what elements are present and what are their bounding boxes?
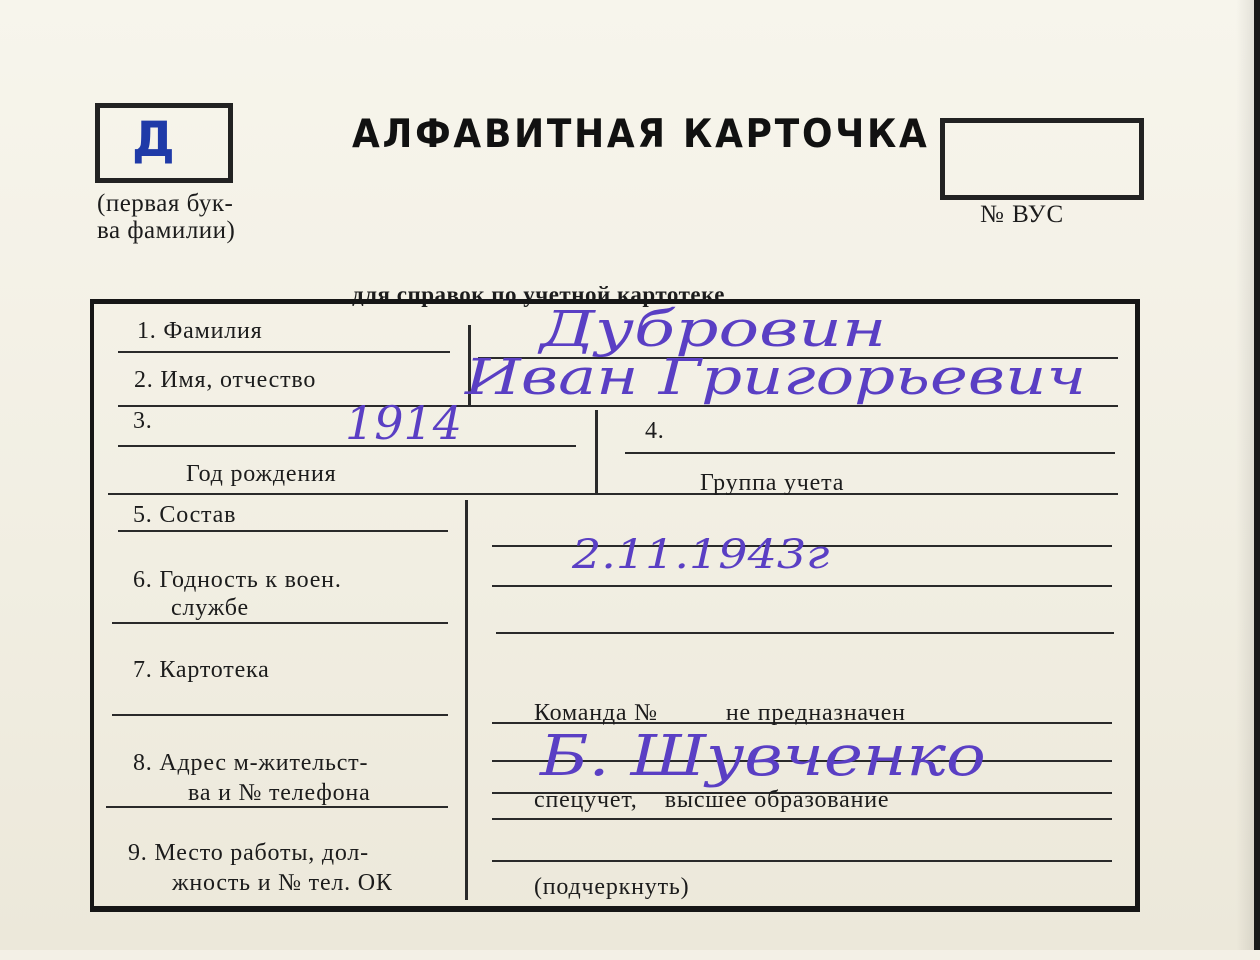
field-surname-value: Дубровин	[540, 300, 887, 358]
command-text	[534, 641, 906, 960]
field-birth-year-caption: Год рождения	[186, 461, 337, 487]
command-line-1: Команда № не предназначен	[534, 700, 906, 726]
command-line-2: спецучет, высшее образование	[534, 787, 890, 813]
rule	[112, 714, 448, 716]
vus-label: № ВУС	[980, 201, 1065, 228]
first-letter-caption-line-2: ва фамилии)	[97, 217, 236, 244]
field-fitness-label-line-2: службе	[171, 595, 249, 621]
field-name-label: 2. Имя, отчество	[134, 367, 317, 393]
field-fitness-label-line-1: 6. Годность к воен.	[133, 567, 342, 593]
rule	[625, 452, 1115, 454]
first-letter-value: Д	[132, 112, 175, 168]
column-divider	[465, 500, 468, 900]
field-fitness-label	[133, 566, 342, 622]
field-birth-year-label: 3.	[133, 408, 153, 434]
field-workplace-label	[128, 838, 393, 898]
field-group-label: 4.	[645, 418, 665, 444]
field-workplace-label-line-1: 9. Место работы, дол-	[128, 840, 369, 866]
rule	[492, 585, 1112, 587]
field-address-label	[133, 748, 371, 808]
field-file-label: 7. Картотека	[133, 657, 270, 683]
field-composition-label: 5. Состав	[133, 502, 237, 528]
rule	[108, 493, 1118, 495]
rule	[118, 530, 448, 532]
rule	[118, 351, 450, 353]
rule	[496, 632, 1114, 634]
card-subtitle: для справок по учетной картотеке	[352, 282, 725, 307]
first-letter-caption-line-1: (первая бук-	[97, 190, 234, 217]
field-date-value: 2.11.1943г	[572, 532, 830, 578]
field-birth-year-value: 1914	[345, 396, 463, 450]
field-group-caption: Группа учета	[700, 470, 845, 496]
card-edge-shadow	[1236, 0, 1254, 950]
field-name-value: Иван Григорьевич	[465, 348, 1087, 406]
column-divider	[595, 410, 598, 493]
field-address-label-line-1: 8. Адрес м-жительст-	[133, 750, 369, 776]
first-letter-caption	[97, 190, 235, 244]
command-line-3: (подчеркнуть)	[534, 874, 690, 900]
card-edge	[1254, 0, 1260, 950]
rule	[112, 622, 448, 624]
vus-box	[940, 118, 1144, 200]
field-surname-label: 1. Фамилия	[137, 318, 263, 344]
card-title: АЛФАВИТНАЯ КАРТОЧКА	[352, 112, 930, 157]
field-workplace-label-line-2: жность и № тел. ОК	[172, 870, 393, 896]
field-address-label-line-2: ва и № телефона	[188, 780, 371, 806]
officer-signature: Б. Шувченко	[540, 724, 986, 789]
